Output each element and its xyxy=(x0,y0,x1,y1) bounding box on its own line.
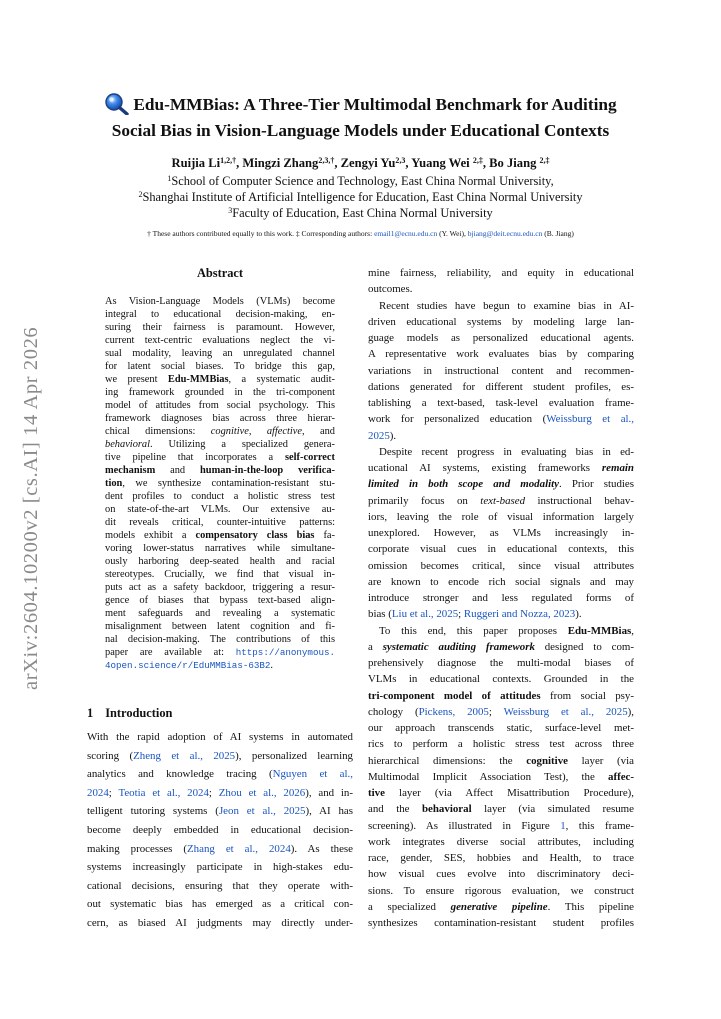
text-run: guage models as personalized educational agents. xyxy=(368,332,634,344)
text-run: , and xyxy=(302,426,335,437)
citation-link[interactable]: Teotia et al., 2024 xyxy=(118,786,209,799)
text-run: hierarchical dimensions: the xyxy=(368,754,527,767)
text-line xyxy=(105,373,335,386)
affiliation-text: Faculty of Education, East China Normal University xyxy=(232,206,493,220)
italic-text: text-based xyxy=(480,494,526,507)
author-name: Zengyi Yu xyxy=(340,156,396,170)
text-line xyxy=(368,737,634,751)
paper-title xyxy=(60,93,661,141)
repository-url-link[interactable]: https://anonymous. xyxy=(235,647,335,658)
affiliation-mark: 1 xyxy=(167,174,172,183)
text-line xyxy=(105,308,335,321)
citation-link[interactable]: Zhang et al., 2024 xyxy=(187,842,291,855)
text-run: bias ( xyxy=(368,608,392,621)
affiliation-3 xyxy=(60,206,661,221)
text-run: tive pipeline that incorporates a xyxy=(105,452,285,463)
text-line xyxy=(105,360,335,373)
text-line xyxy=(368,542,634,556)
text-run: scoring ( xyxy=(87,749,134,762)
text-run: become deeply embedded in educational decision- xyxy=(87,824,353,836)
arxiv-identifier: arXiv:2604.10200v2 [cs.AI] 14 Apr 2026 xyxy=(20,326,42,690)
text-run: ), personalized learning xyxy=(235,749,353,762)
section-heading xyxy=(87,706,172,721)
email-link-jiang[interactable]: bjiang@deit.ecnu.edu.cn xyxy=(467,229,543,238)
author-name: Bo Jiang xyxy=(489,156,540,170)
text-run: A representative work evaluates bias by comparing xyxy=(368,348,634,361)
text-line xyxy=(368,835,634,849)
text-run: work integrates diverse social attributes, including xyxy=(368,835,634,848)
text-line xyxy=(368,672,634,686)
text-line xyxy=(87,879,353,893)
text-line xyxy=(87,860,353,874)
text-run: dit reveals critical, counter-intuitive patterns: xyxy=(105,517,335,528)
text-line xyxy=(105,386,335,399)
footnote-text: (Y. Wei), xyxy=(437,229,468,238)
text-run: , a systematic audit- xyxy=(228,374,335,385)
text-run: systems increasingly participate in high-stakes edu- xyxy=(87,861,353,874)
text-line xyxy=(87,749,353,763)
text-run: race, gender, SES, hobbies and Health, to trace xyxy=(368,852,634,864)
affiliation-text: Shanghai Institute of Artificial Intelligence for Education, East China Normal University xyxy=(142,190,583,204)
text-run: ously harboring deep-seated health and racial xyxy=(105,556,335,567)
text-line xyxy=(368,299,634,313)
text-line xyxy=(87,804,353,818)
text-run: and xyxy=(155,465,201,476)
text-line xyxy=(368,640,634,654)
text-line xyxy=(368,315,634,329)
text-line xyxy=(105,620,335,633)
bold-text: mechanism xyxy=(105,465,156,476)
citation-link[interactable]: Nguyen et al., xyxy=(272,768,353,781)
text-line xyxy=(368,591,634,605)
text-line xyxy=(368,754,634,768)
text-line xyxy=(368,477,634,491)
text-line xyxy=(368,851,634,865)
text-run: model of attitudes from social psychology. This xyxy=(105,400,335,411)
text-run: misalignment between latent cognition and fi- xyxy=(105,621,335,632)
text-line xyxy=(105,633,335,646)
text-line xyxy=(105,607,335,620)
text-line xyxy=(105,646,335,659)
text-run: suring their fairness is paramount. However, xyxy=(105,322,335,333)
text-run: Despite recent progress in evaluating bias in ed- xyxy=(379,445,634,458)
text-run: , this frame- xyxy=(565,819,634,832)
text-line xyxy=(368,770,634,784)
text-run: dent profiles to conduct a holistic stress test xyxy=(105,491,335,502)
text-run: our approach transcends static, surface-level met- xyxy=(368,722,634,734)
text-run: ), AI has xyxy=(305,805,353,818)
text-line xyxy=(368,429,634,443)
text-run: instructional behav- xyxy=(525,494,634,507)
text-run: telligent tutoring systems ( xyxy=(87,805,219,818)
text-run: ment safeguards and revealing a systematic xyxy=(105,608,335,619)
text-run: and the xyxy=(368,803,422,816)
text-run: ; xyxy=(108,786,119,799)
author-separator: , xyxy=(405,156,412,170)
text-run: . xyxy=(270,660,274,671)
text-run: , xyxy=(631,624,634,637)
text-line xyxy=(368,721,634,735)
text-run: iors, leaving the role of visual information largely xyxy=(368,510,634,523)
text-run: sions. To ensure rigorous evaluation, we construct xyxy=(368,884,634,897)
text-line xyxy=(105,516,335,529)
author-separator: , xyxy=(482,156,490,170)
text-line xyxy=(87,916,353,930)
text-run: fa- xyxy=(314,530,336,541)
text-run: sual modality, leaving an unregulated channel xyxy=(105,348,335,359)
text-run: . This pipeline xyxy=(547,900,634,913)
text-line xyxy=(105,503,335,516)
text-line xyxy=(368,867,634,881)
text-run: integral to educational decision-making, en- xyxy=(105,309,335,320)
citation-link[interactable]: 2025 xyxy=(368,429,390,442)
affiliation-mark: 2 xyxy=(138,190,143,199)
text-run: out systematic bias has emerged as a critical con- xyxy=(87,898,353,911)
text-line xyxy=(368,412,634,426)
text-line xyxy=(368,347,634,361)
text-line xyxy=(368,624,634,638)
section-number: 1 xyxy=(87,706,94,720)
emphasis-text: remain xyxy=(601,462,634,474)
footnote-text: † These authors contributed equally to this work. ‡ Corresponding authors: xyxy=(147,229,375,238)
text-run: making processes ( xyxy=(87,842,188,855)
text-line xyxy=(105,581,335,594)
text-run: gence of biases that bypass text-based align- xyxy=(105,595,335,606)
text-run: puts act as a safety backdoor, triggering a resur- xyxy=(105,582,335,593)
citation-link[interactable]: Weissburg et al., xyxy=(546,413,635,426)
bold-text: tri-component model of attitudes xyxy=(368,689,541,702)
text-line xyxy=(105,659,335,672)
text-run: a xyxy=(368,640,383,653)
text-line xyxy=(105,334,335,347)
author-name: Ruijia Li xyxy=(171,156,221,170)
text-line xyxy=(105,490,335,503)
text-run: chology ( xyxy=(368,705,419,718)
text-line xyxy=(105,464,335,477)
text-run: mine fairness, reliability, and equity in educational xyxy=(368,267,634,279)
text-line xyxy=(368,526,634,540)
citation-link[interactable]: Liu et al., 2025 xyxy=(391,608,459,621)
text-run: cern, as biased AI judgments may directly under- xyxy=(87,917,353,929)
italic-text: behavioral xyxy=(105,439,151,450)
text-line xyxy=(368,445,634,459)
author-separator: , xyxy=(236,156,243,170)
citation-link[interactable]: Jeon et al., 2025 xyxy=(218,805,306,818)
text-line xyxy=(368,559,634,573)
text-run: , we synthesize contamination-resistant stu- xyxy=(122,478,335,489)
citation-link[interactable]: Zhou et al., 2026 xyxy=(218,786,306,799)
text-run: ; xyxy=(208,786,219,799)
text-line xyxy=(87,823,353,837)
text-line xyxy=(105,529,335,542)
author-list xyxy=(60,156,661,171)
citation-link[interactable]: 1 xyxy=(560,819,566,832)
bold-text: tive xyxy=(368,787,385,799)
footnote-text: (B. Jiang) xyxy=(542,229,574,238)
text-run: introduce stronger and less regulated forms of xyxy=(368,592,634,604)
section-title: Introduction xyxy=(105,706,173,720)
text-run: tablishing a text-based, task-level evaluation frame- xyxy=(368,397,634,409)
text-line xyxy=(368,380,634,394)
text-run: VLMs in educational contexts. Grounded in the xyxy=(368,673,634,686)
text-run: we present xyxy=(105,374,168,385)
text-line xyxy=(368,656,634,670)
text-line xyxy=(368,607,634,621)
text-line xyxy=(368,884,634,898)
italic-text: cognitive xyxy=(210,426,249,437)
bold-text: self-correct xyxy=(285,452,335,463)
text-line xyxy=(368,900,634,914)
text-run: nal decision-making. The contributions of this xyxy=(105,634,335,645)
text-line xyxy=(368,331,634,345)
text-line xyxy=(105,438,335,451)
text-line xyxy=(368,396,634,410)
text-line xyxy=(105,295,335,308)
text-run: primarily focus on xyxy=(368,494,481,507)
text-line xyxy=(368,461,634,475)
text-run: on state-of-the-art VLMs. Our extensive au- xyxy=(105,504,335,515)
bold-text: human-in-the-loop verifica- xyxy=(200,465,335,476)
author-name: Yuang Wei xyxy=(411,156,473,170)
bold-text: cognitive xyxy=(526,754,568,767)
text-run: ing framework grounded in the tri-component xyxy=(105,387,335,398)
text-run: synthesizes contamination-resistant student profiles xyxy=(368,917,634,929)
text-run: from social psy- xyxy=(540,689,634,702)
text-line xyxy=(368,364,634,378)
title-line-1: Edu-MMBias: A Three-Tier Multimodal Benchmark for Auditing xyxy=(133,95,617,114)
text-run: how visual cues evolve into discriminatory deci- xyxy=(368,868,634,881)
text-line xyxy=(87,786,353,800)
text-line xyxy=(368,510,634,524)
text-line xyxy=(368,786,634,800)
citation-link[interactable]: Weissburg et al., 2025 xyxy=(503,705,628,718)
text-run: outcomes. xyxy=(368,283,413,296)
text-run: Multimodal Implicit Association Test), the xyxy=(368,770,608,783)
text-line xyxy=(368,266,634,280)
citation-link[interactable]: Zheng et al., 2025 xyxy=(133,749,236,762)
author-name: Mingzi Zhang xyxy=(242,156,319,170)
text-line xyxy=(105,555,335,568)
text-run: driven educational systems by modeling large lan- xyxy=(368,315,634,328)
author-footnote xyxy=(40,229,681,238)
text-run: screening). As illustrated in Figure xyxy=(368,819,561,832)
bold-text: affec- xyxy=(608,770,634,783)
text-line xyxy=(105,425,335,438)
text-run: work for personalized education ( xyxy=(368,413,547,426)
text-run: voring lower-status narratives while simultane- xyxy=(105,543,335,554)
text-line xyxy=(368,494,634,508)
text-run: dations generated for different student profiles, es- xyxy=(368,380,634,393)
author-mark: 2,‡ xyxy=(539,156,550,165)
text-run: ; xyxy=(458,608,464,621)
text-run: analytics and knowledge tracing ( xyxy=(87,768,273,781)
citation-link[interactable]: Ruggeri and Nozza, 2023 xyxy=(463,608,576,621)
affiliation-mark: 3 xyxy=(228,206,233,215)
text-run: for latent social biases. To bridge this gap, xyxy=(105,361,335,372)
text-line xyxy=(87,730,353,744)
emphasis-text: generative pipeline xyxy=(450,900,548,913)
text-run: As Vision-Language Models (VLMs) become xyxy=(105,296,335,307)
text-line xyxy=(105,451,335,464)
text-run: chical dimensions: xyxy=(105,426,211,437)
text-run: . Prior studies xyxy=(558,478,634,491)
emphasis-text: systematic auditing framework xyxy=(382,640,535,653)
text-run: ; xyxy=(488,705,504,718)
author-mark: 2,3 xyxy=(395,156,406,165)
text-run: . Utilizing a specialized genera- xyxy=(150,439,335,450)
citation-link[interactable]: 2024 xyxy=(87,786,109,799)
bold-text: tion xyxy=(105,478,123,489)
text-run: ). xyxy=(575,608,582,621)
text-run: framework diagnoses bias across three hierar- xyxy=(105,413,335,424)
text-run: designed to com- xyxy=(534,640,634,653)
text-line xyxy=(105,321,335,334)
text-line xyxy=(87,897,353,911)
text-run: ), and in- xyxy=(305,786,354,799)
text-run: , xyxy=(248,426,267,437)
text-run: layer (via xyxy=(568,754,634,767)
text-run: corporate visual cues in educational contexts, this xyxy=(368,543,634,556)
text-run: prehensively diagnose the multi-modal biases of xyxy=(368,657,634,669)
text-line xyxy=(105,542,335,555)
text-run: ). As these xyxy=(290,842,353,855)
text-run: ). xyxy=(389,429,397,442)
text-run: models exhibit a xyxy=(105,530,196,541)
text-run: rics to perform a holistic stress test across three xyxy=(368,738,634,751)
text-run: With the rapid adoption of AI systems in automated xyxy=(87,731,353,743)
title-line-2: Social Bias in Vision-Language Models under Educational Contexts xyxy=(111,121,610,140)
bold-text: behavioral xyxy=(421,803,472,816)
text-line xyxy=(105,568,335,581)
italic-text: affective xyxy=(266,426,303,437)
abstract-heading: Abstract xyxy=(196,266,244,280)
text-run: paper are available at: xyxy=(105,647,236,658)
text-run: omission becomes critical, since visual attributes xyxy=(368,559,634,572)
text-run: a specialized xyxy=(368,900,451,913)
text-line xyxy=(87,767,353,781)
text-run: ucational AI systems, existing frameworks xyxy=(368,462,602,474)
text-line xyxy=(368,705,634,719)
text-line xyxy=(368,575,634,589)
bold-text: Edu-MMBias xyxy=(567,624,632,637)
text-run: variations in instructional content and recommen- xyxy=(368,364,634,377)
author-mark: 2,3,† xyxy=(318,156,335,165)
text-line xyxy=(368,282,634,296)
text-run: layer (via simulated resume xyxy=(471,803,634,816)
text-run: layer (via Affect Misattribution Procedure), xyxy=(384,787,634,799)
text-line xyxy=(105,412,335,425)
text-line xyxy=(105,477,335,490)
text-run: are known to encode rich social signals and may xyxy=(368,575,634,588)
text-run: unexplored. However, as VLMs increasingly in- xyxy=(368,527,634,539)
affiliation-1 xyxy=(60,174,661,189)
author-separator: , xyxy=(334,156,341,170)
text-line xyxy=(368,916,634,930)
text-run: current text-centric evaluations neglect the vi- xyxy=(105,335,335,346)
text-line xyxy=(105,347,335,360)
bold-text: Edu-MMBias xyxy=(167,374,229,385)
affiliation-text: School of Computer Science and Technology, East China Normal University, xyxy=(171,174,554,188)
author-mark: 2,‡ xyxy=(472,156,483,165)
email-link-wei[interactable]: email1@ecnu.edu.cn xyxy=(374,229,438,238)
citation-link[interactable]: Pickens, 2005 xyxy=(418,705,489,718)
text-run: Recent studies have begun to examine bias in AI- xyxy=(379,299,634,312)
text-run: To this end, this paper proposes xyxy=(379,624,568,637)
text-line xyxy=(105,399,335,412)
text-line xyxy=(87,842,353,856)
affiliation-2 xyxy=(60,190,661,205)
text-run: stereotypes. Crucially, we find that visual in- xyxy=(105,569,335,580)
text-run: ), xyxy=(627,705,634,718)
repository-url-link[interactable]: 4open.science/r/EduMMBias-63B2 xyxy=(105,660,271,671)
text-line xyxy=(105,594,335,607)
text-line xyxy=(368,689,634,703)
magnifier-icon xyxy=(104,93,130,120)
text-line xyxy=(368,802,634,816)
text-line xyxy=(368,819,634,833)
bold-text: compensatory class bias xyxy=(195,530,315,541)
emphasis-text: limited in both scope and modality xyxy=(368,478,559,491)
author-mark: 1,2,† xyxy=(220,156,237,165)
text-run: cational decisions, ensuring that they operate with- xyxy=(87,879,353,892)
